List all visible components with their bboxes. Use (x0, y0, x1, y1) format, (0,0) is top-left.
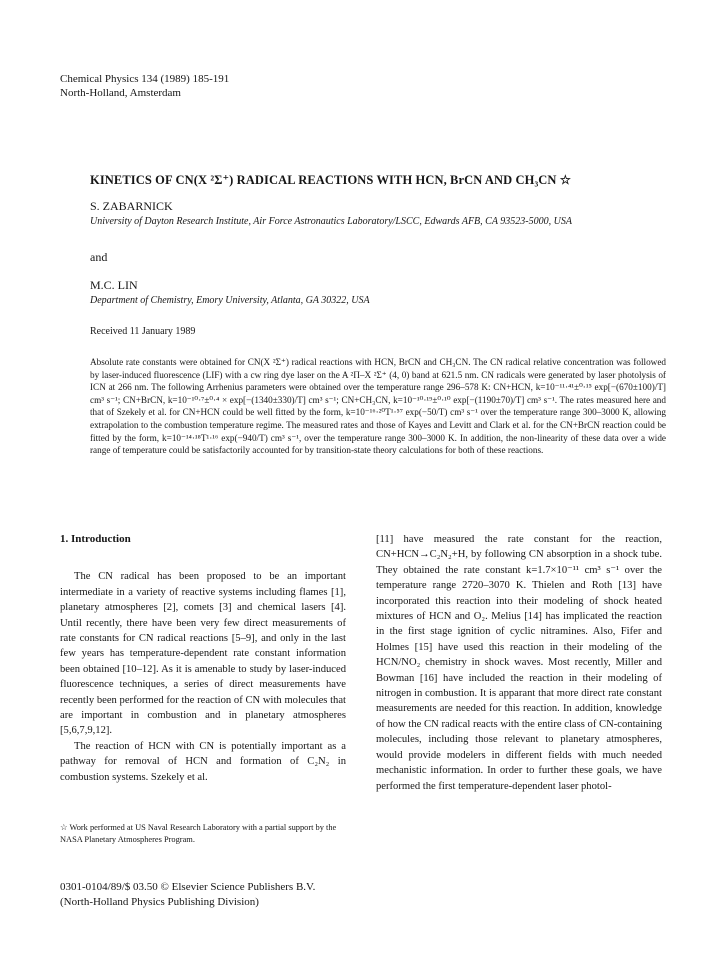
left-column (60, 532, 346, 785)
copyright-line: 0301-0104/89/$ 03.50 © Elsevier Science Publishers B.V. (60, 881, 316, 893)
paragraph: The CN radical has been proposed to be an important intermediate in a variety of reactive systems including flames [1], planetary atmospheres [2], comets [3] and chemical lasers [4]. Until recently, there have been very few direct measurements of rate constants for CN radical reactions [5–9], and only in the last few years has temperature-dependent rate constant information been obtained [10–12]. As it is amenable to study by laser-induced fluorescence techniques, a series of direct measurements have recently been performed for the reaction of CN with molecules that are important in combustion and in planetary atmospheres [5,6,7,9,12]. (60, 571, 346, 737)
paragraph: The reaction of HCN with CN is potentially important as a pathway for removal of HCN and formation of C₂N₂ in combustion systems. Szekely et al. (60, 740, 346, 783)
author-2: M.C. LIN (90, 278, 138, 292)
paragraph: [11] have measured the rate constant for the reaction, CN+HCN→C₂N₂+H, by following CN absorption in a shock tube. They obtained the rate constant k=1.7×10⁻¹¹ cm³ s⁻¹ over the temperature range 2720–3070 K. Thielen and Roth [13] have incorporated this reaction into their modeling of shock heated mixtures of HCN and O₂. Melius [14] has implicated the reaction in the first stage ignition of cyclic nitramines. Also, Fifer and Holmes [15] have used this reaction in their modeling of the HCN/NO₂ chemistry in shock waves. Most recently, Miller and Bowman [16] have included the reaction in their modeling of nitrogen in combustion. It is apparant that more direct rate constant measurements are needed for this reaction. In addition, knowledge of how the CN radical reacts with the entire class of CN-containing molecules, including those relevant to planetary atmospheres, would provide modelers in different fields with much needed mechanistic information. In order to further these goals, we have performed the first temperature-dependent laser photol- (376, 534, 662, 792)
abstract: Absolute rate constants were obtained for CN(X ²Σ⁺) radical reactions with HCN, BrCN and CH₃CN. The CN radical relative concentration was followed by laser-induced fluorescence (LIF) with a cw ring dye laser on the A ²Π–X ²Σ⁺ (4, 0) band at 621.5 nm. CN radicals were generated by laser photolysis of ICN at 266 nm. The following Arrhenius parameters were obtained over the temperature range 296–578 K: CN+HCN, k=10⁻¹¹·⁴¹±⁰·¹⁵ exp[−(670±100)/T] cm³ s⁻¹; CN+BrCN, k=10⁻¹⁰·⁷±⁰·⁴ × exp[−(1340±330)/T] cm³ s⁻¹; CN+CH₃CN, k=10⁻¹⁰·¹⁹±⁰·¹⁰ exp[−(1190±70)/T] cm³ s⁻¹. The rates measured here and that of Szekely et al. for CN+HCN could be well fitted by the form, k=10⁻¹⁶·²⁰T¹·⁵⁷ exp(−50/T) cm³ s⁻¹ over the temperature range 300–3000 K, allowing extrapolation to the combustion temperature regime. The measured rates and those of Kayes and Levitt and Clark et al. for the CN+BrCN reaction could be fitted by the form, k=10⁻¹⁴·¹⁸T¹·¹⁶ exp(−940/T) cm³ s⁻¹, over the temperature range 300–3000 K. In addition, the non-linearity of these data over a wide range of temperature could be satisfactorily accounted for by transition-state theory calculations for both of these reactions. (90, 357, 666, 456)
footnote-mark: ☆ (60, 823, 68, 832)
article-title: KINETICS OF CN(X ²Σ⁺) RADICAL REACTIONS WITH HCN, BrCN AND CH₃CN ☆ (90, 173, 572, 187)
footnote (60, 822, 350, 846)
and-word: and (90, 250, 108, 264)
journal-citation: Chemical Physics 134 (1989) 185-191 (60, 73, 230, 85)
journal-header (60, 72, 229, 100)
footnote-text: Work performed at US Naval Research Laboratory with a partial support by the NASA Planetary Atmospheres Program. (60, 823, 337, 844)
copyright-notice (60, 880, 315, 910)
section-heading: 1. Introduction (60, 533, 131, 545)
received-date: Received 11 January 1989 (90, 326, 196, 337)
right-column (376, 532, 662, 794)
affiliation-2: Department of Chemistry, Emory University, Atlanta, GA 30322, USA (90, 295, 370, 306)
publisher-division: (North-Holland Physics Publishing Division) (60, 896, 259, 908)
affiliation-1: University of Dayton Research Institute, Air Force Astronautics Laboratory/LSCC, Edwards AFB, CA 93523-5000, USA (90, 216, 572, 227)
author-1: S. ZABARNICK (90, 199, 173, 213)
publisher-line: North-Holland, Amsterdam (60, 87, 181, 99)
